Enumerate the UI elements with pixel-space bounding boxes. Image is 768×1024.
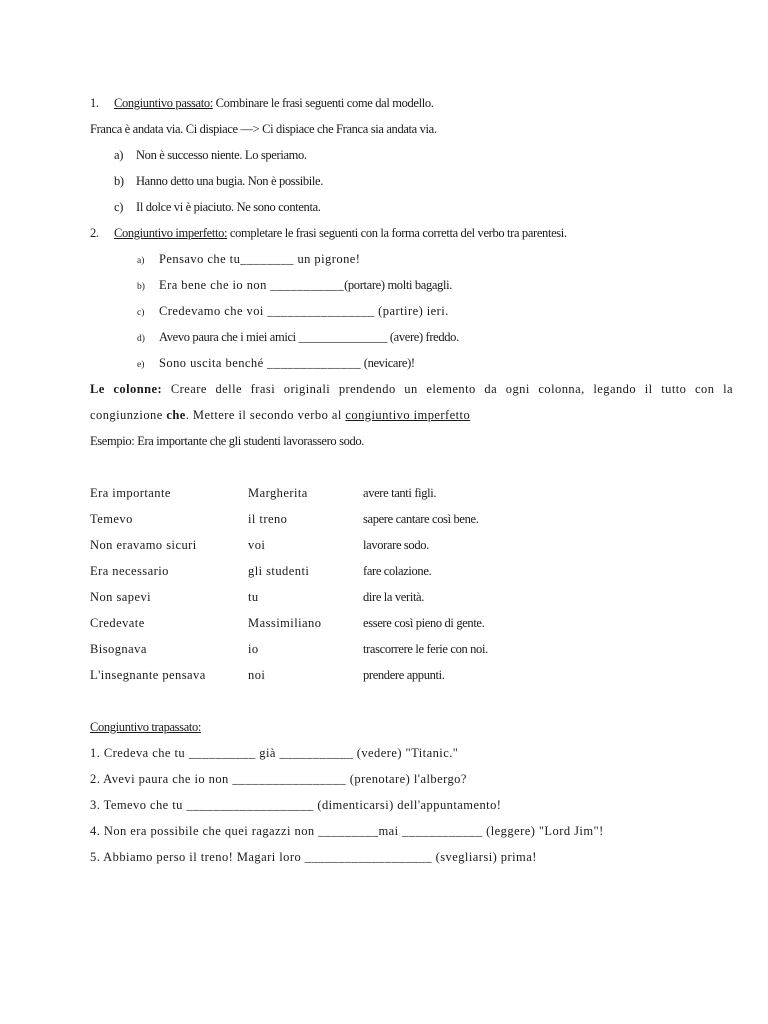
col3-item: dire la verità. — [363, 590, 425, 604]
ex1-title: Congiuntivo passato: — [114, 96, 213, 110]
ex3-instruction-line1 — [90, 381, 733, 397]
item-letter: c) — [137, 308, 145, 318]
ex4-item-1: 1. Credeva che tu __________ già ___________ (vedere) "Titanic." — [90, 746, 459, 760]
ex3-title: Le colonne: — [90, 382, 163, 396]
item-letter: a) — [114, 148, 124, 162]
col2-item: gli studenti — [248, 564, 310, 578]
col3-item: avere tanti figli. — [363, 486, 437, 500]
item-letter: d) — [137, 334, 145, 344]
col1-item: Credevate — [90, 616, 145, 630]
item-text: Hanno detto una bugia. Non è possibile. — [136, 174, 324, 188]
item-text: Sono uscita benché ______________ — [159, 356, 361, 370]
ex3-line2-a: congiunzione — [90, 408, 167, 422]
col2-item: Massimiliano — [248, 616, 322, 630]
ex2-title: Congiuntivo imperfetto: — [114, 226, 228, 240]
ex1-heading — [90, 95, 434, 111]
item-text: Non è successo niente. Lo speriamo. — [136, 148, 307, 162]
item-text: Avevo paura che i miei amici _______________ (avere) freddo. — [159, 330, 459, 344]
col1-item: L'insegnante pensava — [90, 668, 206, 682]
item-text: Era bene che io non ___________ — [159, 278, 345, 292]
item-letter: b) — [137, 282, 145, 292]
ex1-instruction: Combinare le frasi seguenti come dal modello. — [212, 96, 434, 110]
ex3-instruction-line2 — [90, 407, 470, 423]
col1-item: Bisognava — [90, 642, 147, 656]
col3-item: trascorrere le ferie con noi. — [363, 642, 488, 656]
col1-item: Temevo — [90, 512, 133, 526]
col3-item: prendere appunti. — [363, 668, 445, 682]
item-text: Pensavo che tu________ un pigrone! — [159, 252, 361, 266]
item-text-rest: (nevicare)! — [360, 356, 415, 370]
ex1-item-a — [114, 147, 307, 163]
col3-item: sapere cantare così bene. — [363, 512, 479, 526]
ex4-item-4: 4. Non era possibile che quei ragazzi non _________mai ____________ (leggere) "Lord Jim"! — [90, 824, 604, 838]
col2-item: noi — [248, 668, 266, 682]
ex4-item-5: 5. Abbiamo perso il treno! Magari loro ___________________ (svegliarsi) prima! — [90, 850, 537, 864]
ex2-item-e — [137, 355, 415, 373]
ex2-item-b — [137, 277, 452, 295]
col1-item: Era necessario — [90, 564, 169, 578]
item-letter: a) — [137, 256, 145, 266]
ex1-item-b — [114, 173, 323, 189]
col2-item: voi — [248, 538, 266, 552]
col2-item: Margherita — [248, 486, 308, 500]
item-text: Credevamo che voi ________________ (partire) ieri. — [159, 304, 449, 318]
ex2-number: 2. — [90, 226, 99, 240]
col2-item: il treno — [248, 512, 288, 526]
col3-item: fare colazione. — [363, 564, 432, 578]
item-text-rest: (portare) molti bagagli. — [344, 278, 452, 292]
ex3-line1: Creare delle frasi originali prendendo un elemento da ogni colonna, legando il tutto con la — [170, 382, 733, 396]
item-text: Il dolce vi è piaciuto. Ne sono contenta. — [136, 200, 321, 214]
col3-item: lavorare sodo. — [363, 538, 429, 552]
ex2-item-d — [137, 329, 459, 347]
ex2-instruction: completare le frasi seguenti con la forma corretta del verbo tra parentesi. — [227, 226, 567, 240]
col3-item: essere così pieno di gente. — [363, 616, 485, 630]
col2-item: io — [248, 642, 259, 656]
ex4-item-2: 2. Avevi paura che io non _________________ (prenotare) l'albergo? — [90, 772, 467, 786]
ex3-line2-d: congiuntivo imperfetto — [345, 408, 471, 422]
item-letter: b) — [114, 174, 124, 188]
ex1-item-c — [114, 199, 321, 215]
ex3-line2-b: che — [166, 408, 186, 422]
item-letter: e) — [137, 360, 145, 370]
ex3-example: Esempio: Era importante che gli studenti lavorassero sodo. — [90, 434, 365, 448]
col2-item: tu — [248, 590, 259, 604]
ex1-model: Franca è andata via. Ci dispiace —> Ci dispiace che Franca sia andata via. — [90, 122, 437, 136]
ex4-item-3: 3. Temevo che tu ___________________ (dimenticarsi) dell'appuntamento! — [90, 798, 502, 812]
ex3-line2-c: . Mettere il secondo verbo al — [185, 408, 346, 422]
ex2-heading — [90, 225, 567, 241]
ex2-item-c — [137, 303, 449, 321]
item-letter: c) — [114, 200, 124, 214]
ex4-title: Congiuntivo trapassato: — [90, 720, 202, 734]
col1-item: Era importante — [90, 486, 171, 500]
ex1-number: 1. — [90, 96, 99, 110]
col1-item: Non sapevi — [90, 590, 152, 604]
ex2-item-a — [137, 251, 360, 269]
col1-item: Non eravamo sicuri — [90, 538, 197, 552]
